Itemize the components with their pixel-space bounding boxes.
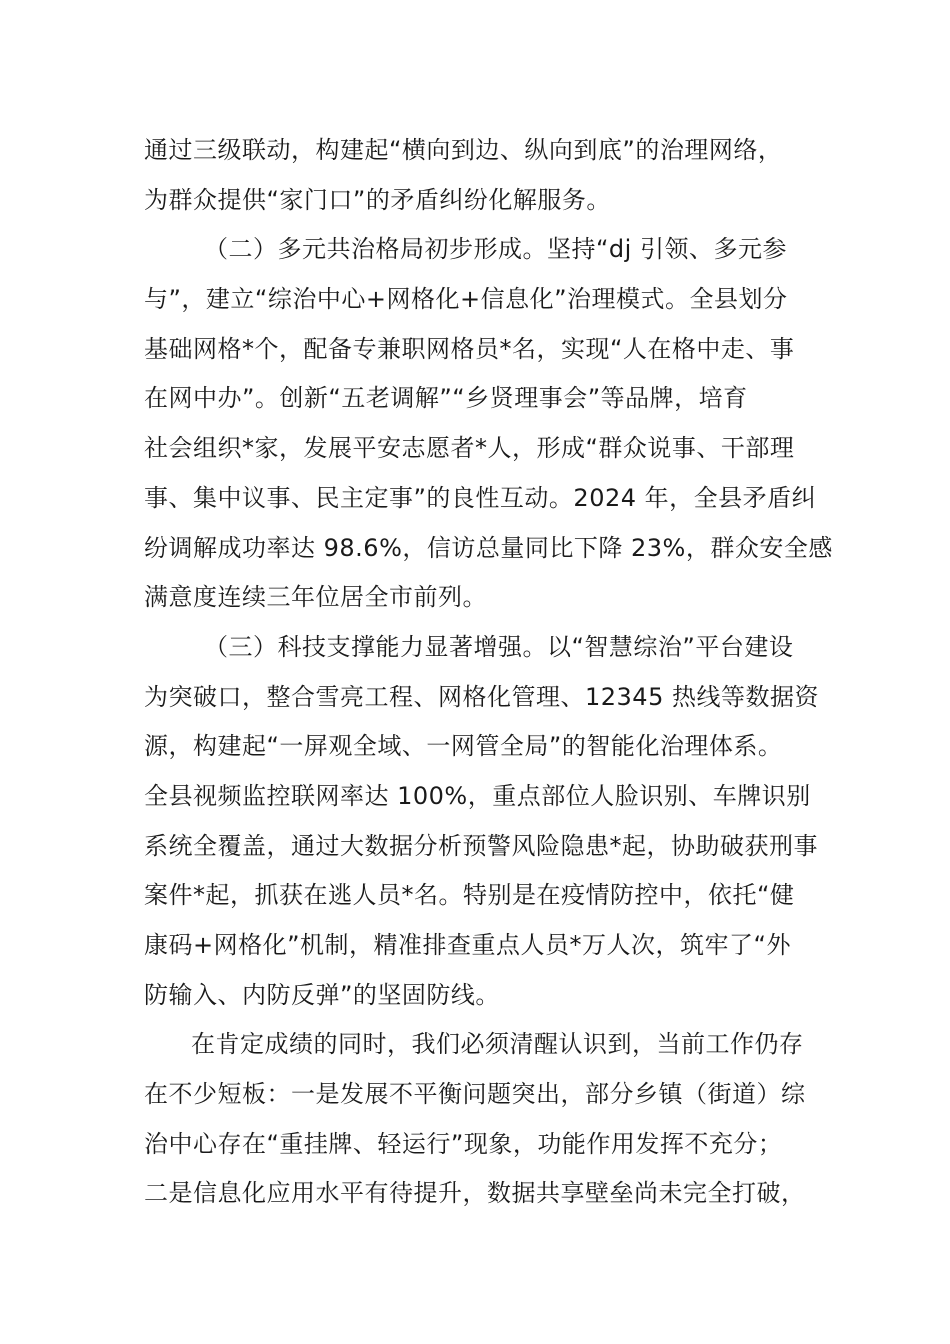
text-line: 案件*起，抓获在逃人员*名。特别是在疫情防控中，依托“健	[144, 881, 795, 910]
text-line: 源，构建起“一屏观全域、一网管全局”的智能化治理体系。	[144, 732, 783, 761]
text-line: 在网中办”。创新“五老调解”“乡贤理事会”等品牌，培育	[144, 384, 748, 413]
text-line: 与”，建立“综治中心+网格化+信息化”治理模式。全县划分	[144, 285, 788, 314]
text-line: 纷调解成功率达 98.6%，信访总量同比下降 23%，群众安全感	[144, 533, 833, 562]
text-line: 事、集中议事、民主定事”的良性互动。2024 年，全县矛盾纠	[144, 483, 817, 512]
text-line: 治中心存在“重挂牌、轻运行”现象，功能作用发挥不充分；	[144, 1129, 783, 1158]
paragraph-start-line: 在肯定成绩的同时，我们必须清醒认识到，当前工作仍存	[191, 1030, 804, 1059]
text-line: 基础网格*个，配备专兼职网格员*名，实现“人在格中走、事	[144, 334, 795, 363]
text-line: 系统全覆盖，通过大数据分析预警风险隐患*起，协助破获刑事	[144, 831, 818, 860]
text-line: 康码+网格化”机制，精准排查重点人员*万人次，筑牢了“外	[144, 931, 791, 959]
section-heading-line: （三）科技支撑能力显著增强。以“智慧综治”平台建设	[204, 632, 794, 661]
text-line: 通过三级联动，构建起“横向到边、纵向到底”的治理网络，	[144, 136, 783, 164]
text-line: 在不少短板：一是发展不平衡问题突出，部分乡镇（街道）综	[144, 1080, 806, 1109]
text-line: 为群众提供“家门口”的矛盾纠纷化解服务。	[144, 185, 611, 214]
text-line: 为突破口，整合雪亮工程、网格化管理、12345 热线等数据资	[144, 682, 819, 711]
text-line: 社会组织*家，发展平安志愿者*人，形成“群众说事、干部理	[144, 434, 795, 463]
section-heading-line: （二）多元共治格局初步形成。坚持“dj 引领、多元参	[204, 235, 787, 264]
text-line: 全县视频监控联网率达 100%，重点部位人脸识别、车牌识别	[144, 781, 811, 810]
body-text	[144, 126, 833, 1219]
text-line: 满意度连续三年位居全市前列。	[144, 583, 487, 612]
text-line: 防输入、内防反弹”的坚固防线。	[144, 980, 500, 1009]
text-line: 二是信息化应用水平有待提升，数据共享壁垒尚未完全打破，	[144, 1179, 806, 1208]
